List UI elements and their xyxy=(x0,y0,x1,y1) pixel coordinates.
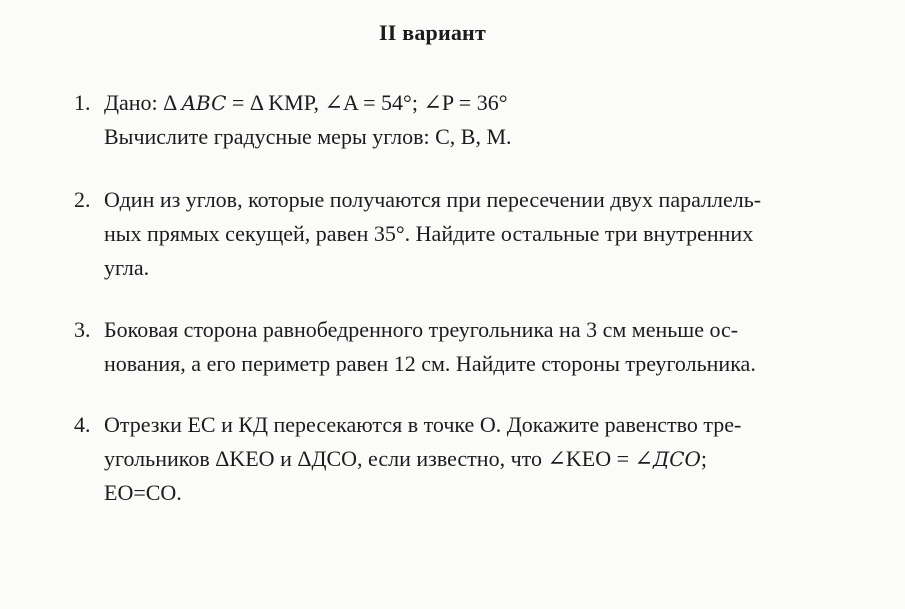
page-title: II вариант xyxy=(379,20,486,45)
task-number: 1. xyxy=(74,90,91,115)
task-line: Один из углов, которые получаются при пересечении двух параллель- xyxy=(104,187,762,212)
task-text xyxy=(104,313,854,381)
task-line: Боковая сторона равнобедренного треугольника на 3 см меньше ос- xyxy=(104,317,739,342)
task-number: 2. xyxy=(74,187,91,212)
task-line: Отрезки ЕС и КД пересекаются в точке О. Докажите равенство тре- xyxy=(104,412,742,437)
task-1 xyxy=(74,86,854,154)
text-segment: угольников ΔKEO и ΔДСО, если известно, что ∠KEO = ∠ xyxy=(104,446,653,471)
task-line: нования, а его периметр равен 12 см. Найдите стороны треугольника. xyxy=(104,351,756,376)
text-segment: = Δ KMP, ∠A = 54°; ∠P = 36° xyxy=(226,90,508,115)
task-line xyxy=(104,442,854,476)
task-line: угла. xyxy=(104,255,150,280)
math-segment: ДСО xyxy=(652,447,701,471)
task-line xyxy=(104,86,854,120)
task-number: 4. xyxy=(74,412,91,437)
task-text xyxy=(104,408,854,510)
task-text xyxy=(104,86,854,154)
task-2 xyxy=(74,183,854,285)
text-segment: Дано: Δ xyxy=(104,90,182,115)
task-line: ных прямых секущей, равен 35°. Найдите остальные три внутренних xyxy=(104,221,754,246)
task-number: 3. xyxy=(74,317,91,342)
math-segment: ABC xyxy=(181,91,227,115)
task-text xyxy=(104,183,854,285)
task-4 xyxy=(74,408,854,510)
task-line: Вычислите градусные меры углов: C, B, M. xyxy=(104,124,512,149)
text-segment: ; xyxy=(700,446,708,471)
task-3 xyxy=(74,313,854,381)
task-line: EO=CO. xyxy=(104,480,182,505)
